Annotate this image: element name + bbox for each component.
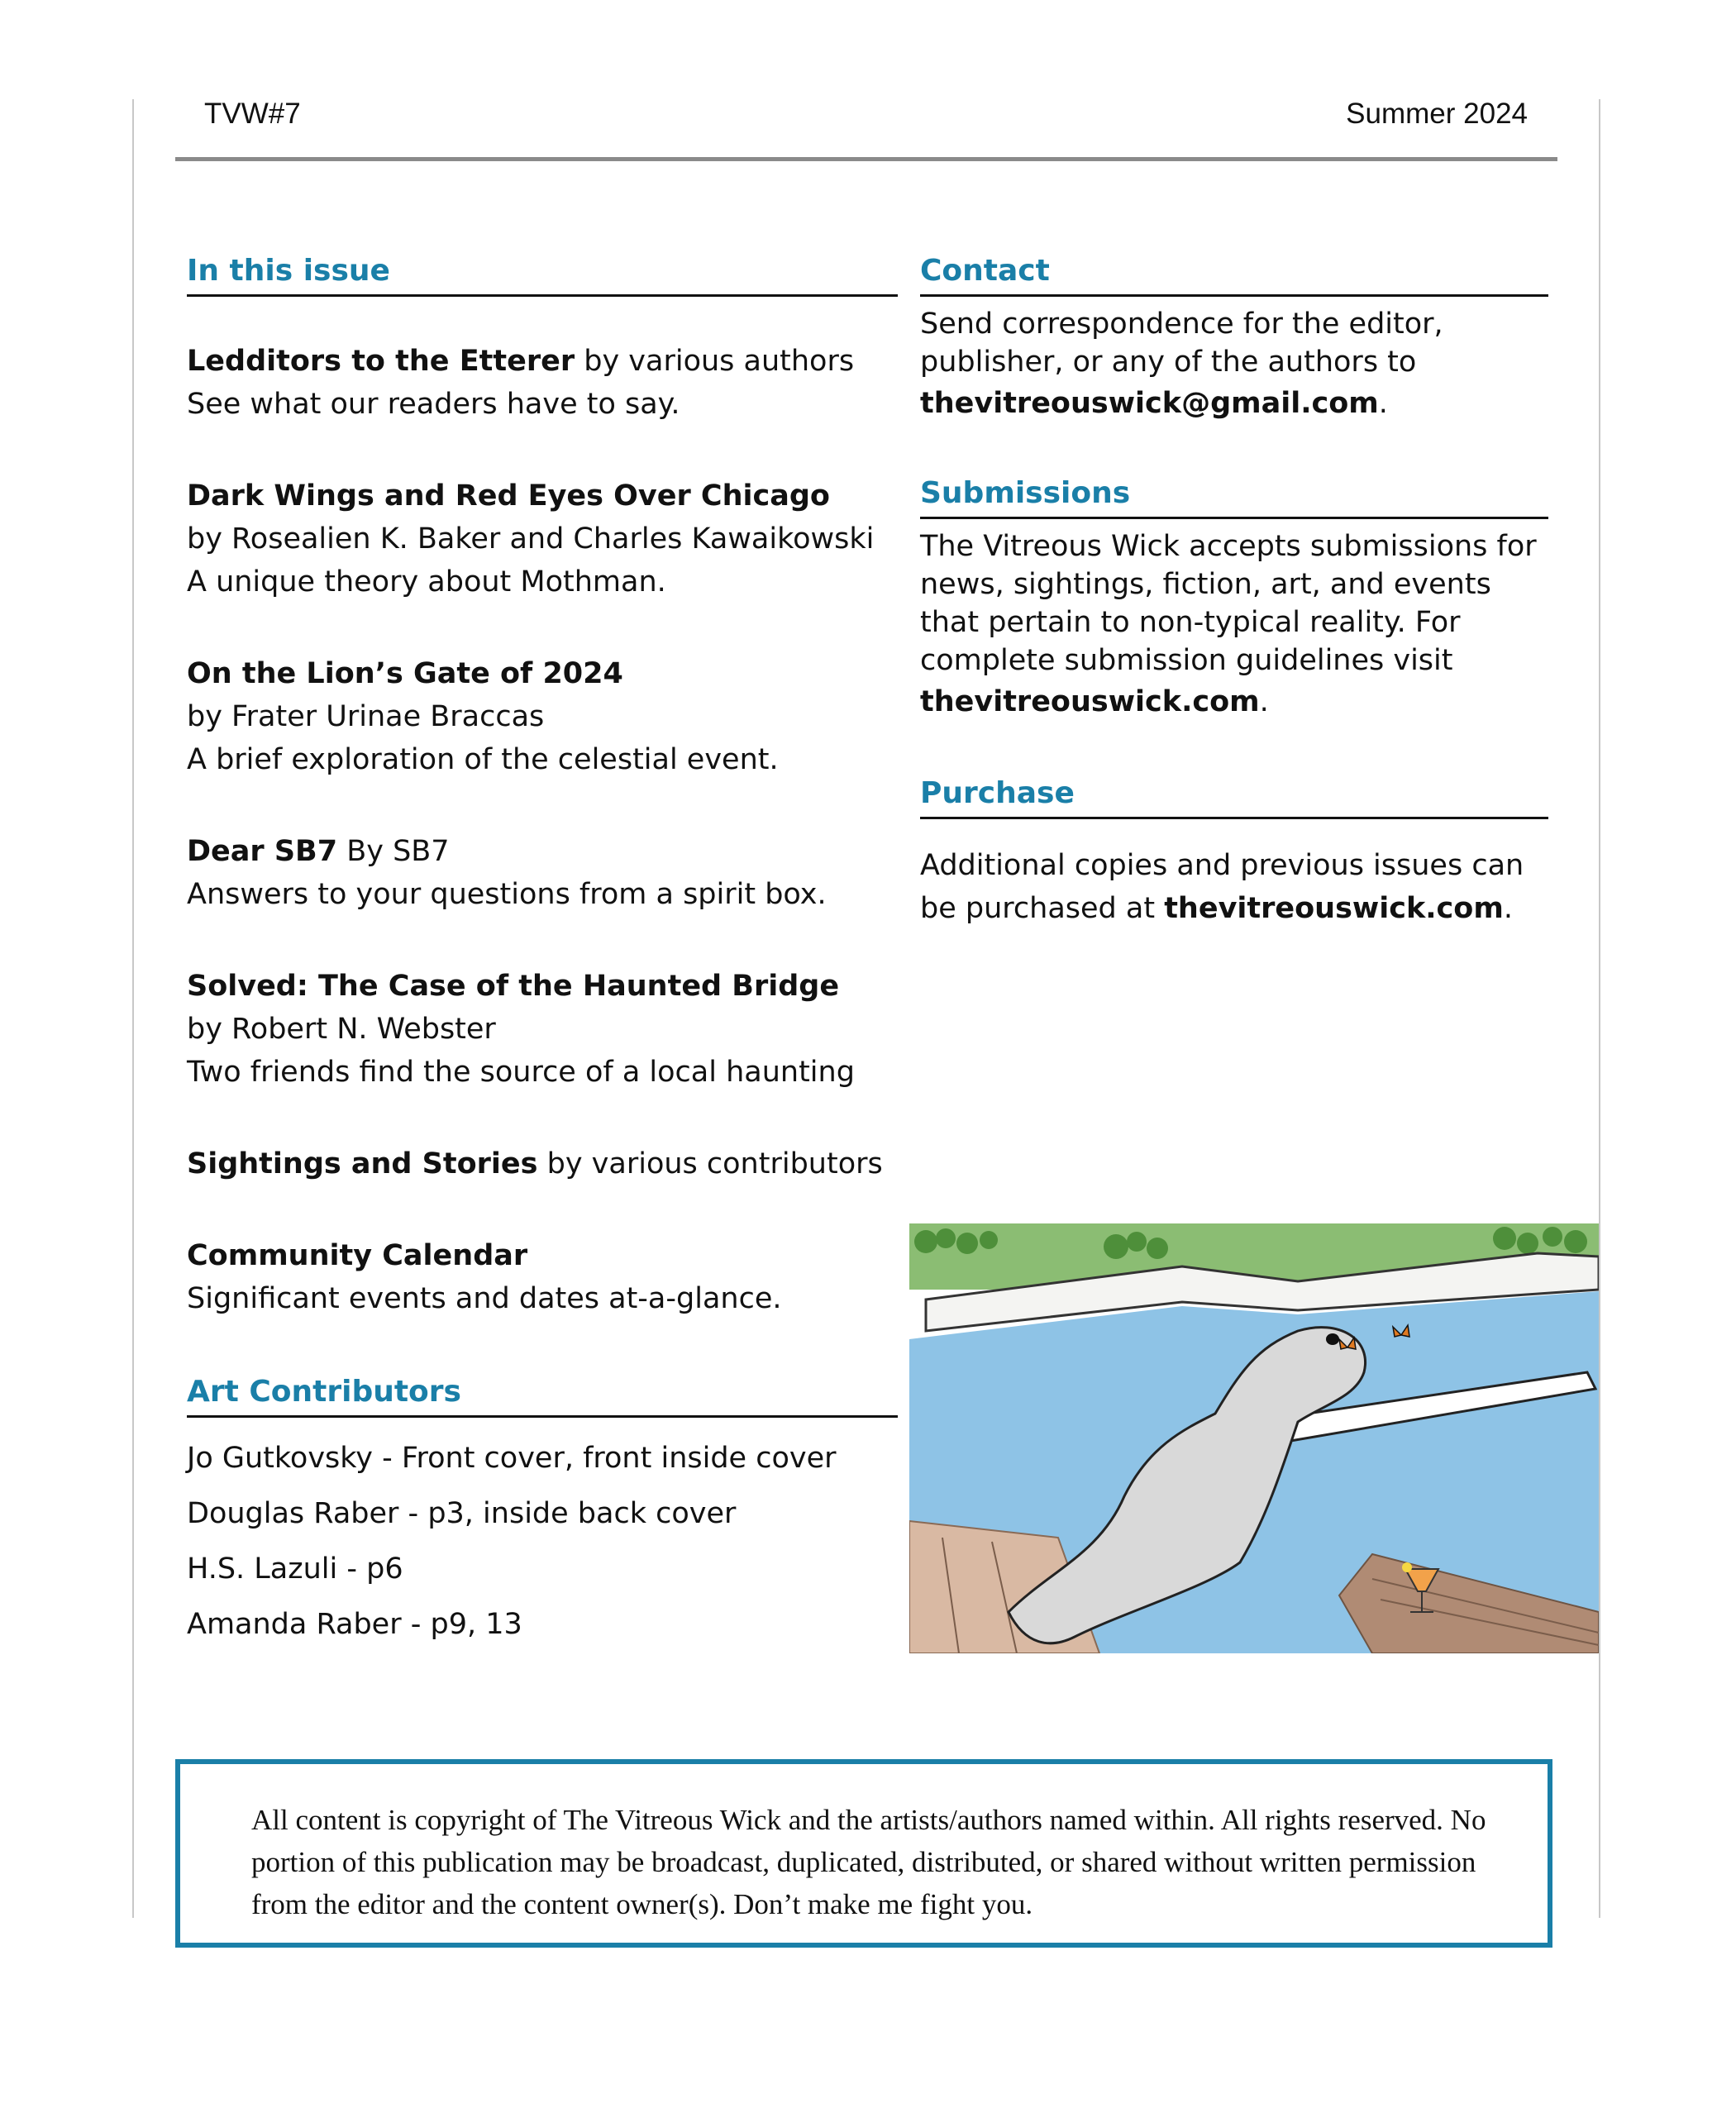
toc-entry xyxy=(187,830,898,916)
toc-entry xyxy=(187,340,898,426)
submissions-heading: Submissions xyxy=(920,470,1548,519)
purchase-period: . xyxy=(1503,892,1513,925)
toc-entry xyxy=(187,1142,898,1185)
ghost-poolside-illustration xyxy=(909,1223,1599,1653)
art-contributor-item: H.S. Lazuli - p6 xyxy=(187,1552,403,1586)
toc-entry-title: On the Lion’s Gate of 2024 xyxy=(187,657,623,690)
submissions-body: The Vitreous Wick accepts submissions for news, sightings, fiction, art, and events that pertain to non-typical reality. For complete submission guidelines visit xyxy=(920,530,1537,677)
left-column xyxy=(187,248,898,1653)
contact-heading: Contact xyxy=(920,248,1548,297)
toc-entry-byline: by Rosealien K. Baker and Charles Kawaikowski xyxy=(187,522,875,556)
toc-entry-title: Community Calendar xyxy=(187,1239,528,1272)
toc-entry-desc: See what our readers have to say. xyxy=(187,388,680,421)
toc-entry xyxy=(187,965,898,1094)
toc-entry-byline: by various contributors xyxy=(537,1147,883,1180)
right-column xyxy=(920,248,1548,930)
contact-email-link[interactable]: thevitreouswick@gmail.com xyxy=(920,387,1379,420)
toc-entry-byline: By SB7 xyxy=(337,835,450,868)
contact-body: Send correspondence for the editor, publisher, or any of the authors to xyxy=(920,308,1443,379)
purchase-body: Additional copies and previous issues can be purchased at xyxy=(920,849,1524,925)
contact-text xyxy=(920,305,1548,422)
copyright-notice-box xyxy=(175,1759,1552,1948)
purchase-website-link[interactable]: thevitreouswick.com xyxy=(1164,892,1504,925)
header-rule xyxy=(175,157,1557,161)
toc-entry-desc: Two friends find the source of a local haunting xyxy=(187,1056,855,1089)
purchase-heading: Purchase xyxy=(920,770,1548,819)
page-margin-line-right xyxy=(1599,99,1600,1918)
copyright-notice-text: All content is copyright of The Vitreous Wick and the artists/authors named within. All rights reserved. No portion of this publication may be broadcast, duplicated, distributed, or shared without written permission from the editor and the content owner(s). Don’t make me fight you. xyxy=(251,1804,1486,1920)
toc-entry xyxy=(187,652,898,781)
art-contributor-item: Douglas Raber - p3, inside back cover xyxy=(187,1497,737,1530)
toc-entry-desc: A unique theory about Mothman. xyxy=(187,565,666,599)
page-margin-line-left xyxy=(132,99,134,1918)
toc-entry-title: Sightings and Stories xyxy=(187,1147,538,1180)
toc-entry-title: Ledditors to the Etterer xyxy=(187,345,575,378)
submissions-period: . xyxy=(1259,685,1269,718)
issue-season: Summer 2024 xyxy=(1346,98,1528,130)
issue-number: TVW#7 xyxy=(204,98,301,130)
toc-entry-title: Dark Wings and Red Eyes Over Chicago xyxy=(187,479,830,513)
toc-entry-title: Solved: The Case of the Haunted Bridge xyxy=(187,970,840,1003)
art-contributor-item: Amanda Raber - p9, 13 xyxy=(187,1608,522,1641)
contact-period: . xyxy=(1378,387,1388,420)
ghost-eye xyxy=(1326,1333,1339,1345)
art-contributors-list xyxy=(187,1431,898,1653)
toc-entry-desc: Answers to your questions from a spirit box. xyxy=(187,878,827,911)
in-this-issue-heading: In this issue xyxy=(187,248,898,297)
submissions-website-link[interactable]: thevitreouswick.com xyxy=(920,685,1260,718)
art-contributors-heading: Art Contributors xyxy=(187,1369,898,1418)
purchase-text xyxy=(920,844,1548,930)
toc-entry xyxy=(187,475,898,603)
toc-entry xyxy=(187,1234,898,1320)
toc-entry-byline: by various authors xyxy=(575,345,855,378)
art-contributor-item: Jo Gutkovsky - Front cover, front inside cover xyxy=(187,1442,837,1475)
toc-entry-desc: A brief exploration of the celestial event. xyxy=(187,743,779,776)
submissions-text xyxy=(920,527,1548,721)
toc-entry-byline: by Robert N. Webster xyxy=(187,1013,496,1046)
toc-entry-title: Dear SB7 xyxy=(187,835,338,868)
toc-entry-byline: by Frater Urinae Braccas xyxy=(187,700,545,733)
toc-entry-desc: Significant events and dates at-a-glance. xyxy=(187,1282,782,1315)
